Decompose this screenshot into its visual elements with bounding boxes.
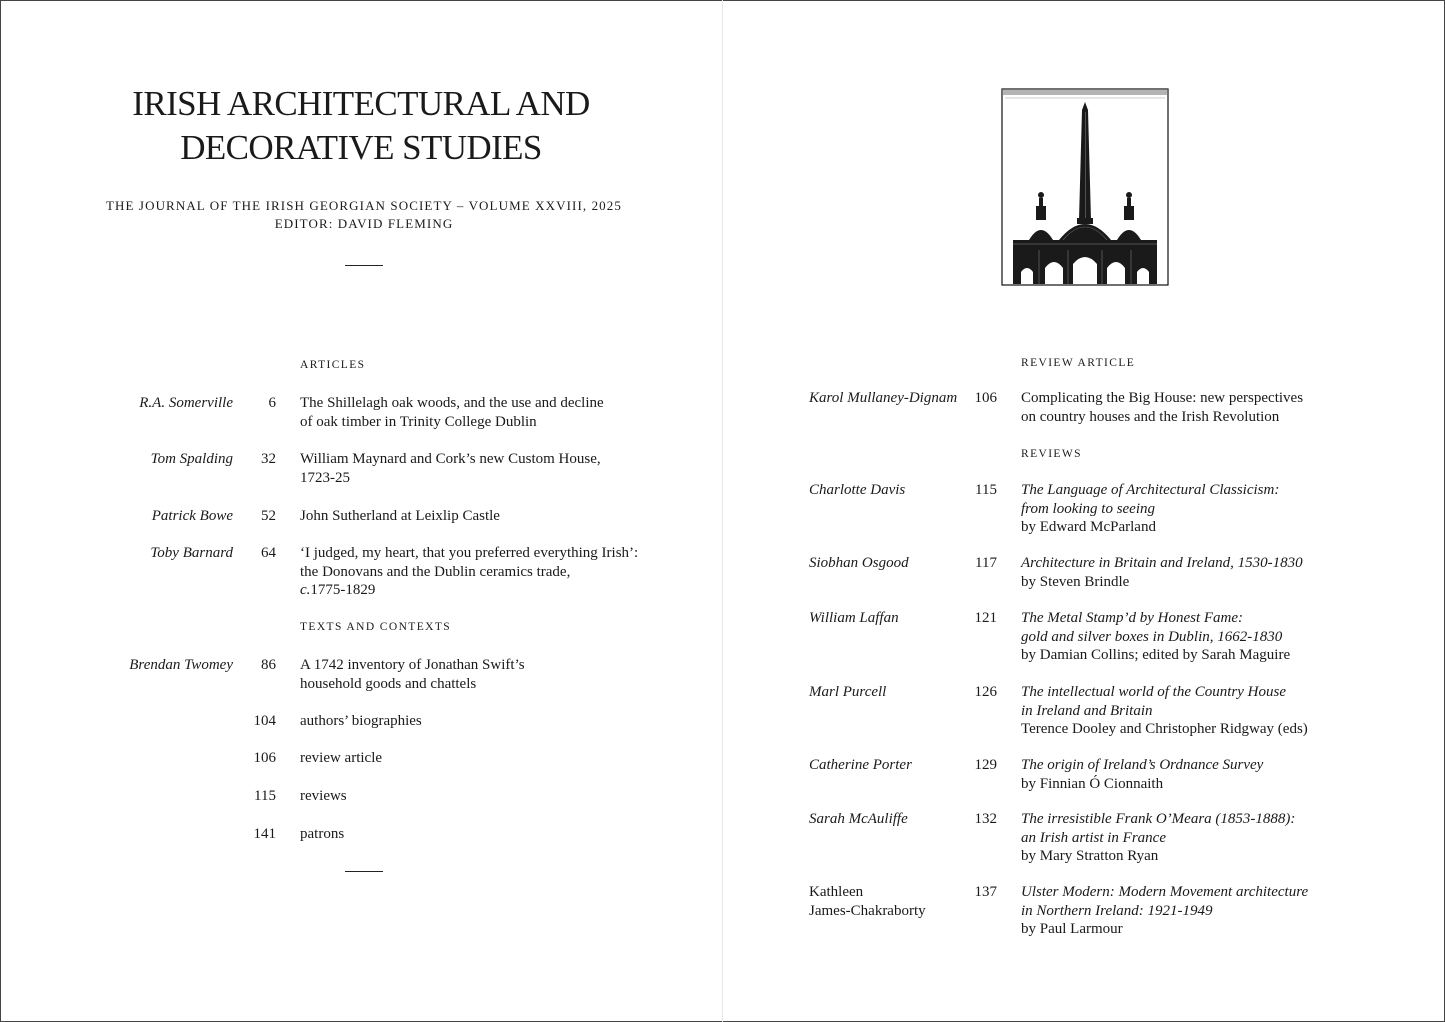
reviewer (809, 883, 926, 921)
review-entry[interactable] (1021, 683, 1308, 739)
review-page: 126 (974, 684, 997, 700)
review-article-author: Karol Mullaney-Dignam (809, 390, 958, 406)
article-author: R.A. Somerville (139, 395, 233, 411)
journal-title (0, 82, 722, 170)
right-page (723, 0, 1445, 1022)
review-title-line: in Northern Ireland: 1921-1949 (1021, 902, 1213, 919)
reviewer: Catherine Porter (809, 757, 912, 773)
reviewer: William Laffan (809, 610, 899, 626)
review-entry[interactable] (1021, 481, 1279, 537)
divider-rule-bottom (345, 871, 383, 872)
article-title[interactable] (300, 394, 604, 431)
review-entry[interactable] (1021, 554, 1303, 591)
review-by-line: by Mary Stratton Ryan (1021, 848, 1159, 864)
text-title-line: household goods and chattels (300, 675, 477, 692)
text-title-line: A 1742 inventory of Jonathan Swift’s (300, 657, 525, 673)
article-title-line: The Shillelagh oak woods, and the use and decline (300, 395, 604, 411)
review-page: 137 (974, 884, 997, 900)
title-line-1: IRISH ARCHITECTURAL AND (132, 84, 590, 123)
text-author: Brendan Twomey (129, 657, 233, 673)
reviewer: Siobhan Osgood (809, 555, 909, 571)
section-page: 141 (253, 826, 276, 842)
article-author: Toby Barnard (150, 545, 233, 561)
review-by-line: by Finnian Ó Cionnaith (1021, 775, 1164, 792)
reviews-heading: REVIEWS (1021, 448, 1082, 460)
review-page: 115 (975, 482, 997, 498)
review-by-line: by Damian Collins; edited by Sarah Maguire (1021, 647, 1291, 663)
review-title-line: The Metal Stamp’d by Honest Fame: (1021, 610, 1244, 626)
review-title-line: The origin of Ireland’s Ordnance Survey (1021, 757, 1264, 773)
review-entry[interactable] (1021, 609, 1290, 665)
editor-line: EDITOR: DAVID FLEMING (274, 216, 454, 231)
article-title-line: of oak timber in Trinity College Dublin (300, 413, 537, 430)
section-page: 104 (253, 713, 276, 729)
article-page: 32 (261, 451, 276, 467)
review-title-line: The Language of Architectural Classicism: (1021, 482, 1280, 498)
section-page: 115 (254, 788, 276, 804)
articles-heading: ARTICLES (300, 359, 366, 371)
review-page: 121 (974, 610, 997, 626)
reviewer-line: James-Chakraborty (809, 903, 926, 919)
article-title-line: ‘I judged, my heart, that you preferred everything Irish’: (300, 545, 639, 561)
divider-rule-top (345, 265, 383, 266)
left-page (0, 0, 722, 1022)
review-entry[interactable] (1021, 756, 1263, 793)
article-title-line: William Maynard and Cork’s new Custom House, (300, 451, 601, 467)
review-title-line: gold and silver boxes in Dublin, 1662-1830 (1021, 628, 1283, 645)
review-by-line: by Edward McParland (1021, 519, 1156, 535)
review-by-line: by Paul Larmour (1021, 921, 1123, 937)
obelisk-arch-engraving (1001, 88, 1169, 286)
reviewer: Sarah McAuliffe (809, 811, 908, 827)
section-review-article[interactable]: review article (300, 750, 383, 766)
date-range: 1775-1829 (310, 582, 376, 598)
article-author: Tom Spalding (150, 451, 233, 467)
article-title-date-line (300, 581, 638, 600)
circa-prefix: c. (300, 582, 311, 598)
title-line-2: DECORATIVE STUDIES (180, 128, 542, 167)
text-title[interactable] (300, 656, 525, 693)
journal-subtitle (0, 197, 728, 233)
article-page: 64 (261, 545, 276, 561)
journal-volume-line: THE JOURNAL OF THE IRISH GEORGIAN SOCIETY – VOLUME XXVIII, 2025 (106, 198, 622, 213)
review-page: 129 (974, 757, 997, 773)
review-article-page: 106 (974, 390, 997, 406)
review-title-line: an Irish artist in France (1021, 829, 1166, 846)
section-reviews[interactable]: reviews (300, 788, 347, 804)
review-title-line: The intellectual world of the Country House (1021, 684, 1286, 700)
review-title-line: from looking to seeing (1021, 500, 1156, 517)
reviewer: Charlotte Davis (809, 482, 906, 498)
review-article-title[interactable] (1021, 389, 1303, 426)
article-title[interactable] (300, 544, 638, 600)
article-title-line: John Sutherland at Leixlip Castle (300, 508, 500, 524)
reviewer-line: Kathleen (809, 884, 864, 900)
article-page: 52 (261, 508, 276, 524)
review-title-line: Ulster Modern: Modern Movement architecture (1021, 884, 1309, 900)
review-article-title-line: on country houses and the Irish Revolution (1021, 408, 1280, 425)
reviewer: Marl Purcell (809, 684, 887, 700)
section-patrons[interactable]: patrons (300, 826, 345, 842)
review-article-title-line: Complicating the Big House: new perspectives (1021, 390, 1304, 406)
text-page: 86 (261, 657, 276, 673)
review-by-line: by Steven Brindle (1021, 573, 1130, 590)
section-page: 106 (253, 750, 276, 766)
review-entry[interactable] (1021, 810, 1295, 866)
review-by-line: Terence Dooley and Christopher Ridgway (eds) (1021, 721, 1308, 737)
article-title[interactable] (300, 450, 601, 487)
article-author: Patrick Bowe (151, 508, 233, 524)
review-title-line: The irresistible Frank O’Meara (1853-1888): (1021, 811, 1296, 827)
article-page: 6 (268, 395, 276, 411)
section-authors-biographies[interactable]: authors’ biographies (300, 713, 422, 729)
review-title-line: in Ireland and Britain (1021, 702, 1153, 719)
article-title-line: 1723-25 (300, 469, 350, 486)
article-title-line: the Donovans and the Dublin ceramics trade, (300, 563, 571, 580)
review-entry[interactable] (1021, 883, 1308, 939)
review-page: 132 (974, 811, 997, 827)
texts-heading: TEXTS AND CONTEXTS (300, 621, 452, 633)
review-page: 117 (975, 555, 997, 571)
article-title[interactable] (300, 507, 500, 526)
review-title-line: Architecture in Britain and Ireland, 1530-1830 (1021, 555, 1303, 571)
review-article-heading: REVIEW ARTICLE (1021, 357, 1136, 369)
